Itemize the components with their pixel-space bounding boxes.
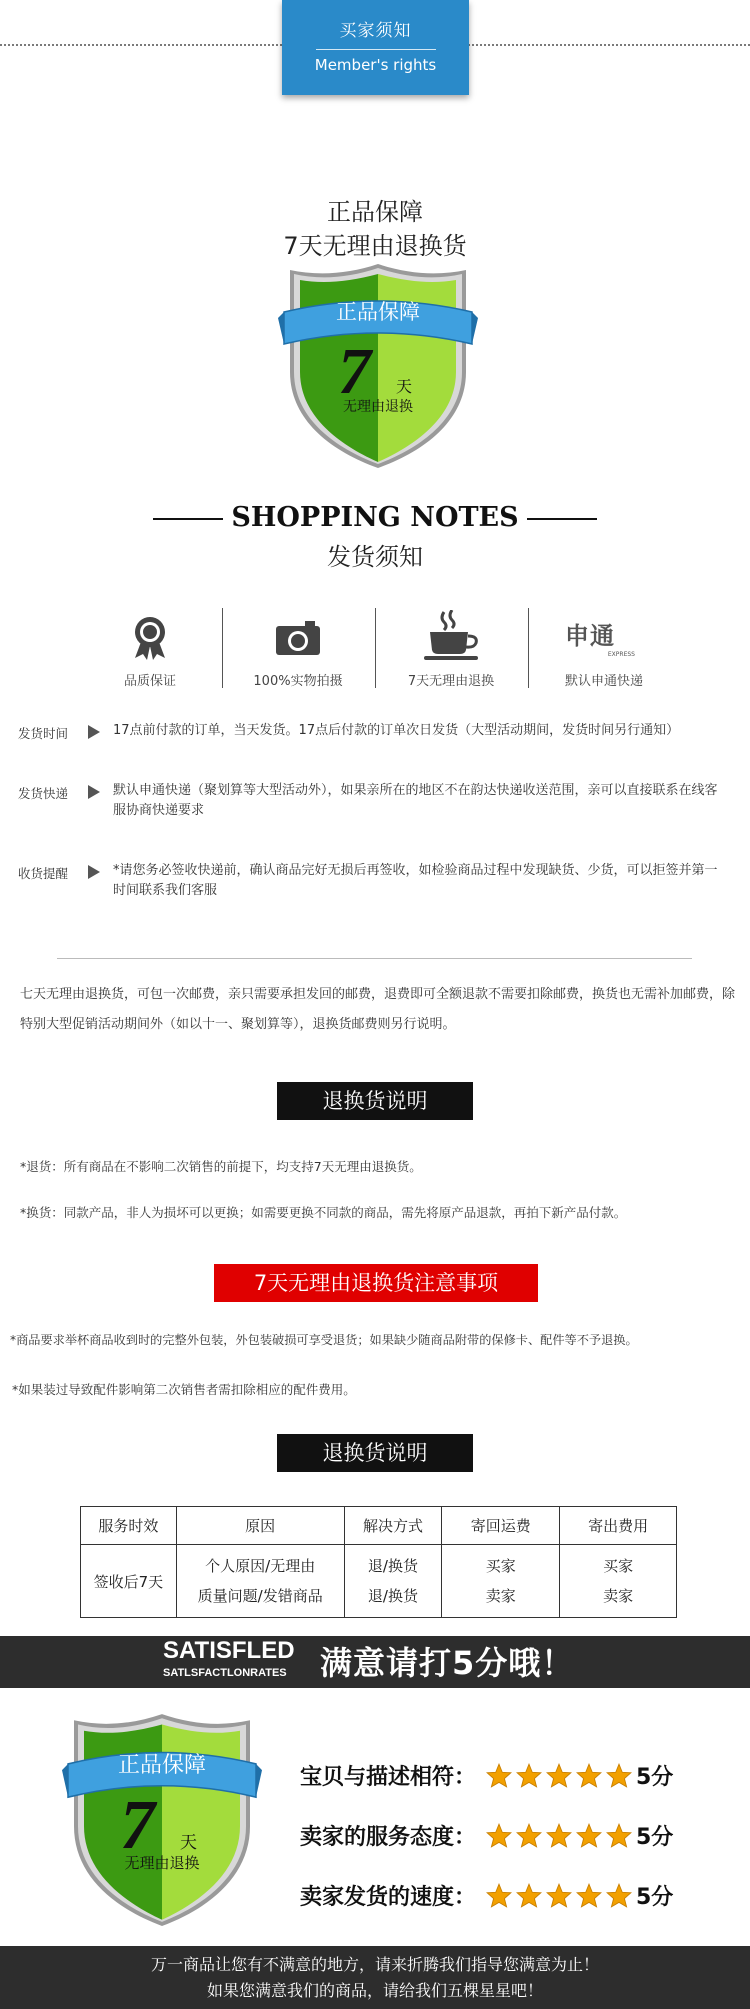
shield-caption: 无理由退换: [343, 399, 413, 415]
rating-stars: [486, 1763, 632, 1788]
rating-score: 5分: [636, 1825, 674, 1850]
express-logo-text: 申通: [565, 622, 615, 650]
table-row: [81, 1545, 677, 1618]
footer-line-1: 万一商品让您有不满意的地方，请来折腾我们指导您满意为止！: [150, 1955, 599, 1974]
shield-icon: [62, 1712, 262, 1926]
shield-number: 7: [120, 1787, 155, 1864]
shield-unit: 天: [396, 377, 413, 396]
footer-banner: [0, 1946, 750, 2009]
star-icon: [546, 1883, 572, 1908]
feature-label: 默认申通快递: [564, 674, 643, 689]
shield-unit: 天: [180, 1833, 197, 1853]
shield-caption: 无理由退换: [124, 1854, 200, 1872]
star-icon: [486, 1883, 512, 1908]
rating-label: 卖家的服务态度：: [300, 1825, 477, 1850]
rating-stars: [486, 1823, 632, 1848]
star-icon: [516, 1823, 542, 1848]
info-text-ship-time: 17点前付款的订单，当天发货。17点后付款的订单次日发货（大型活动期间，发货时间另行通知）: [113, 723, 680, 738]
exchange-note: *换货：同款产品，非人为损坏可以更换；如需要更换不同款的商品，需先将原产品退款，再拍下新产品付款。: [20, 1205, 627, 1220]
table-header-cell: 寄出费用: [560, 1507, 677, 1545]
star-icon: [486, 1763, 512, 1788]
return-fee-2: 卖家: [485, 1587, 516, 1605]
service-table: [80, 1506, 677, 1618]
feature-label: 100%实物拍摄: [253, 674, 343, 689]
express-logo-sub: EXPRESS: [607, 651, 635, 658]
table-section-title: 退换货说明: [277, 1434, 473, 1472]
star-icon: [606, 1823, 632, 1848]
info-label-receipt: 收货提醒: [18, 866, 69, 881]
title-dash-left: [153, 518, 223, 520]
arrow-right-icon: [88, 725, 100, 739]
arrow-right-icon: [88, 785, 100, 799]
table-header-cell: 原因: [176, 1507, 344, 1545]
title-dash-right: [527, 518, 597, 520]
express-logo-icon: [565, 616, 645, 658]
satisfaction-title-en: SATISFLED: [163, 1637, 295, 1664]
table-header-cell: 服务时效: [81, 1507, 177, 1545]
send-fee-2: 卖家: [603, 1587, 634, 1605]
badge-title-en: Member's rights: [314, 56, 437, 74]
rating-stars: [486, 1883, 632, 1908]
star-icon: [606, 1763, 632, 1788]
badge-divider: [316, 49, 436, 50]
feature-quality: [75, 608, 225, 698]
star-icon: [576, 1883, 602, 1908]
table-header-cell: 解决方式: [344, 1507, 442, 1545]
shopping-notes-title: [0, 502, 750, 533]
rating-score: 5分: [636, 1765, 674, 1790]
shield-number: 7: [338, 335, 371, 408]
attention-note-accessory: *如果装过导致配件影响第二次销售者需扣除相应的配件费用。: [12, 1382, 356, 1397]
guarantee-title: 正品保障: [327, 198, 423, 226]
star-icon: [546, 1823, 572, 1848]
info-text-receipt: *请您务必签收快递前，确认商品完好无损后再签收，如检验商品过程中发现缺货、少货，可以拒签并第一时间联系我们客服: [113, 863, 718, 898]
guarantee-subtitle: 7天无理由退换货: [283, 232, 467, 260]
return-note: *退货：所有商品在不影响二次销售的前提下，均支持7天无理由退换货。: [20, 1159, 422, 1174]
star-icon: [576, 1763, 602, 1788]
section-divider: [57, 958, 692, 959]
star-icon: [516, 1883, 542, 1908]
guarantee-shield-bottom: [62, 1712, 262, 1926]
satisfaction-subtitle-en: SATLSFACTLONRATES: [163, 1667, 287, 1679]
star-icon: [606, 1883, 632, 1908]
feature-return: [376, 608, 526, 698]
solution-1: 退/换货: [367, 1557, 418, 1575]
table-cell-send-fee: [560, 1545, 677, 1618]
coffee-cup-icon: [422, 610, 480, 662]
feature-label: 品质保证: [123, 674, 176, 689]
solution-2: 退/换货: [367, 1587, 418, 1605]
return-section-title: 退换货说明: [277, 1082, 473, 1120]
shield-icon: [278, 262, 478, 468]
info-label-ship-time: 发货时间: [18, 726, 69, 741]
notes-title-en: SHOPPING NOTES: [231, 502, 519, 533]
table-header-row: [81, 1507, 677, 1545]
rating-score: 5分: [636, 1885, 674, 1910]
reason-1: 个人原因/无理由: [205, 1557, 316, 1575]
rating-label: 卖家发货的速度：: [300, 1885, 477, 1910]
table-cell-reason: [176, 1545, 344, 1618]
send-fee-1: 买家: [603, 1557, 634, 1575]
shopping-notes-subtitle: 发货须知: [327, 543, 423, 571]
award-ribbon-icon: [132, 616, 168, 660]
info-label-courier: 发货快递: [18, 786, 69, 801]
rating-label: 宝贝与描述相符：: [300, 1765, 477, 1790]
return-fee-1: 买家: [485, 1557, 516, 1575]
arrow-right-icon: [88, 865, 100, 879]
table-cell-return-fee: [442, 1545, 560, 1618]
attention-note-package: *商品要求举杯商品收到时的完整外包装，外包装破损可享受退货；如果缺少随商品附带的保修卡、配件等不予退换。: [10, 1333, 638, 1347]
table-cell-solution: [344, 1545, 442, 1618]
table-cell-period: 签收后7天: [81, 1545, 177, 1618]
camera-icon: [275, 620, 321, 656]
satisfaction-title-cn: 满意请打5分哦！: [320, 1644, 575, 1682]
reason-2: 质量问题/发错商品: [197, 1587, 323, 1605]
return-policy-text: 七天无理由退换货，可包一次邮费，亲只需要承担发回的邮费，退费即可全额退款不需要扣除邮费，换货也无需补加邮费，除特别大型促销活动期间外（如以十一、聚划算等），退换货邮费则另行说明。: [20, 987, 736, 1032]
guarantee-shield: [278, 262, 478, 468]
feature-express: [529, 608, 679, 698]
shield-ribbon-text: 正品保障: [336, 300, 420, 324]
feature-label: 7天无理由退换: [407, 674, 495, 689]
info-text-courier: 默认申通快递（聚划算等大型活动外），如果亲所在的地区不在韵达快递收送范围，亲可以直接联系在线客服协商快递要求: [113, 783, 718, 818]
badge-title-cn: 买家须知: [339, 21, 412, 41]
shield-ribbon-text: 正品保障: [117, 1753, 206, 1778]
star-icon: [516, 1763, 542, 1788]
member-rights-badge: [282, 0, 469, 95]
table-header-cell: 寄回运费: [442, 1507, 560, 1545]
feature-photo: [223, 608, 373, 698]
star-icon: [486, 1823, 512, 1848]
star-icon: [576, 1823, 602, 1848]
attention-section-title: 7天无理由退换货注意事项: [214, 1264, 538, 1302]
star-icon: [546, 1763, 572, 1788]
footer-line-2: 如果您满意我们的商品，请给我们五棵星星吧！: [206, 1981, 543, 2000]
